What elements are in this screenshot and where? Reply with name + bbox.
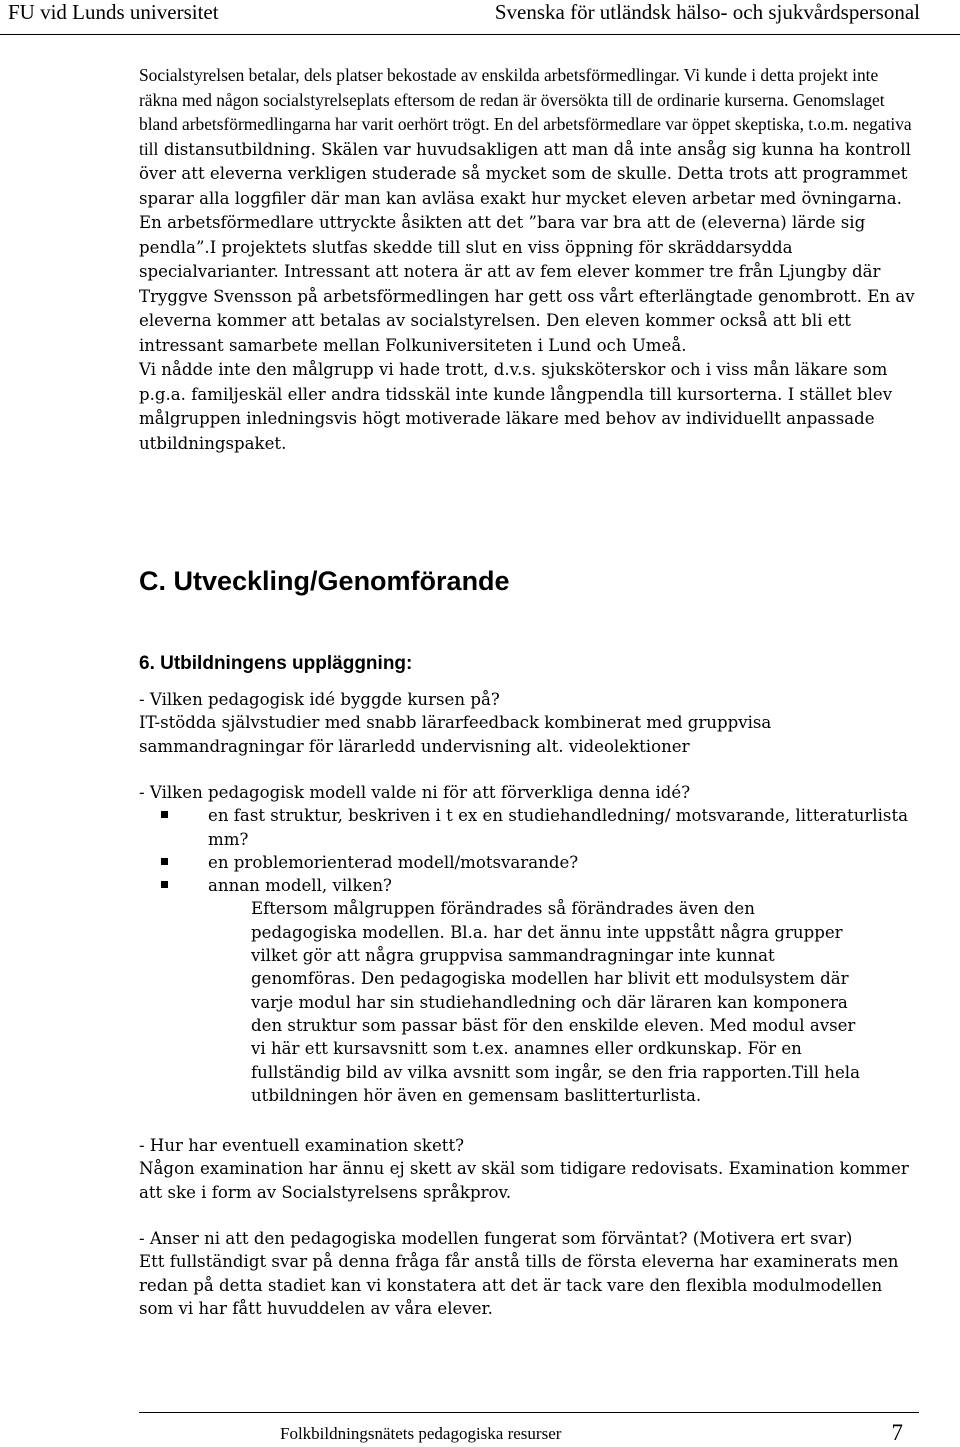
sub-heading: 6. Utbildningens uppläggning: <box>139 653 413 674</box>
footer-text: Folkbildningsnätets pedagogiska resurser <box>280 1424 562 1443</box>
square-bullet-icon <box>161 811 168 818</box>
intro-continued-text: distansutbildning. Skälen var huvudsakligen att man då inte ansåg sig kunna ha kontroll över att eleverna verkligen studerade så mycket som de skulle. Detta trots att programmet sparar alla loggfiler där man kan avläsa exakt hur mycket eleven arbetar med övningarna. En arbetsförmedlare uttryckte åsikten att det ”bara var bra att de (eleverna) lärde sig pendla”.I projektets slutfas skedde till slut en viss öppning för skräddarsydda specialvarianter. Intressant att notera är att av fem elever kommer tre från Ljungby där Tryggve Svensson på arbetsförmedlingen har gett oss vårt efterlängtade genombrott. En av eleverna kommer att betalas av socialstyrelsen. Den eleven kommer också att bli ett intressant samarbete mellan Folkuniversiteten i Lund och Umeå. <box>139 139 915 355</box>
intro-text <box>139 64 919 456</box>
answer-text: Någon examination har ännu ej skett av skäl som tidigare redovisats. Examination kommer att ske i form av Socialstyrelsens språkprov. <box>139 1159 909 1202</box>
reach-text: Vi nådde inte den målgrupp vi hade trott, d.v.s. sjuksköterskor och i viss mån läkare som p.g.a. familjeskäl eller andra tidsskäl inte kunde långpendla till kursorterna. I stället blev målgruppen inledningsvis högt motiverade läkare med behov av individuellt anpassade utbildningspaket. <box>139 360 893 453</box>
header-institution: FU vid Lunds universitet <box>8 0 219 24</box>
list-item <box>139 874 919 897</box>
question-text: - Vilken pedagogisk modell valde ni för att förverkliga denna idé? <box>139 783 691 802</box>
question-block-evaluation <box>139 1227 919 1320</box>
list-item-text: annan modell, vilken? <box>208 876 392 896</box>
header-divider <box>0 34 960 35</box>
answer-text: Eftersom målgruppen förändrades så förändrades även den pedagogiska modellen. Bl.a. har det ännu inte uppstått några grupper vilket gör att några gruppvisa sammandragningar inte kunnat genomföras. Den pedagogiska modellen har blivit ett modulsystem där varje modul har sin studiehandledning och där läraren kan komponera den struktur som passar bäst för den enskilde eleven. Med modul avser vi här ett kursavsnitt som t.ex. anamnes eller ordkunskap. För en fullständig bild av vilka avsnitt som ingår, se den fria rapporten.Till hela utbildningen hör även en gemensam baslitterturlista. <box>251 899 860 1105</box>
question-block-examination <box>139 1134 919 1204</box>
reach-paragraph <box>139 358 919 456</box>
square-bullet-icon <box>161 858 168 865</box>
question-text: - Vilken pedagogisk idé byggde kursen på? <box>139 690 500 709</box>
list-item <box>139 804 919 851</box>
page-header <box>0 0 960 38</box>
header-course-title: Svenska för utländsk hälso- och sjukvårdspersonal <box>494 0 920 24</box>
model-options-list <box>139 804 919 897</box>
list-item-text: en problemorienterad modell/motsvarande? <box>208 852 579 872</box>
page-number: 7 <box>891 1420 903 1445</box>
answer-text: Ett fullständigt svar på denna fråga får anstå tills de första eleverna har examinerats men redan på detta stadiet kan vi konstatera att det är tack vare den flexibla modulmodellen som vi har fått huvuddelen av våra elever. <box>139 1252 899 1318</box>
question-text: - Hur har eventuell examination skett? <box>139 1136 465 1155</box>
list-item <box>139 851 919 874</box>
intro-paragraph <box>139 64 919 358</box>
intro-serif-text: Socialstyrelsen betalar, dels platser bekostade av enskilda arbetsförmedlingar. Vi kunde i detta projekt inte räkna med någon socialstyrelseplats eftersom de redan är översökta till de ordinarie kurserna. Genomslaget bland arbetsförmedlingarna har varit oerhört trögt. En del arbetsförmedlare var öppet skeptiska, t.o.m. negativa till <box>139 65 912 159</box>
answer-text: IT-stödda självstudier med snabb lärarfeedback kombinerat med gruppvisa sammandragningar för lärarledd undervisning alt. videolektioner <box>139 713 772 756</box>
list-item-text: en fast struktur, beskriven i t ex en studiehandledning/ motsvarande, litteraturlista mm? <box>208 806 908 849</box>
square-bullet-icon <box>161 881 168 888</box>
question-text: - Anser ni att den pedagogiska modellen fungerat som förväntat? (Motivera ert svar) <box>139 1229 853 1248</box>
question-block-idea <box>139 688 919 758</box>
section-heading: C. Utveckling/Genomförande <box>139 566 510 596</box>
footer-divider <box>139 1412 919 1413</box>
question-block-model <box>139 781 919 1107</box>
